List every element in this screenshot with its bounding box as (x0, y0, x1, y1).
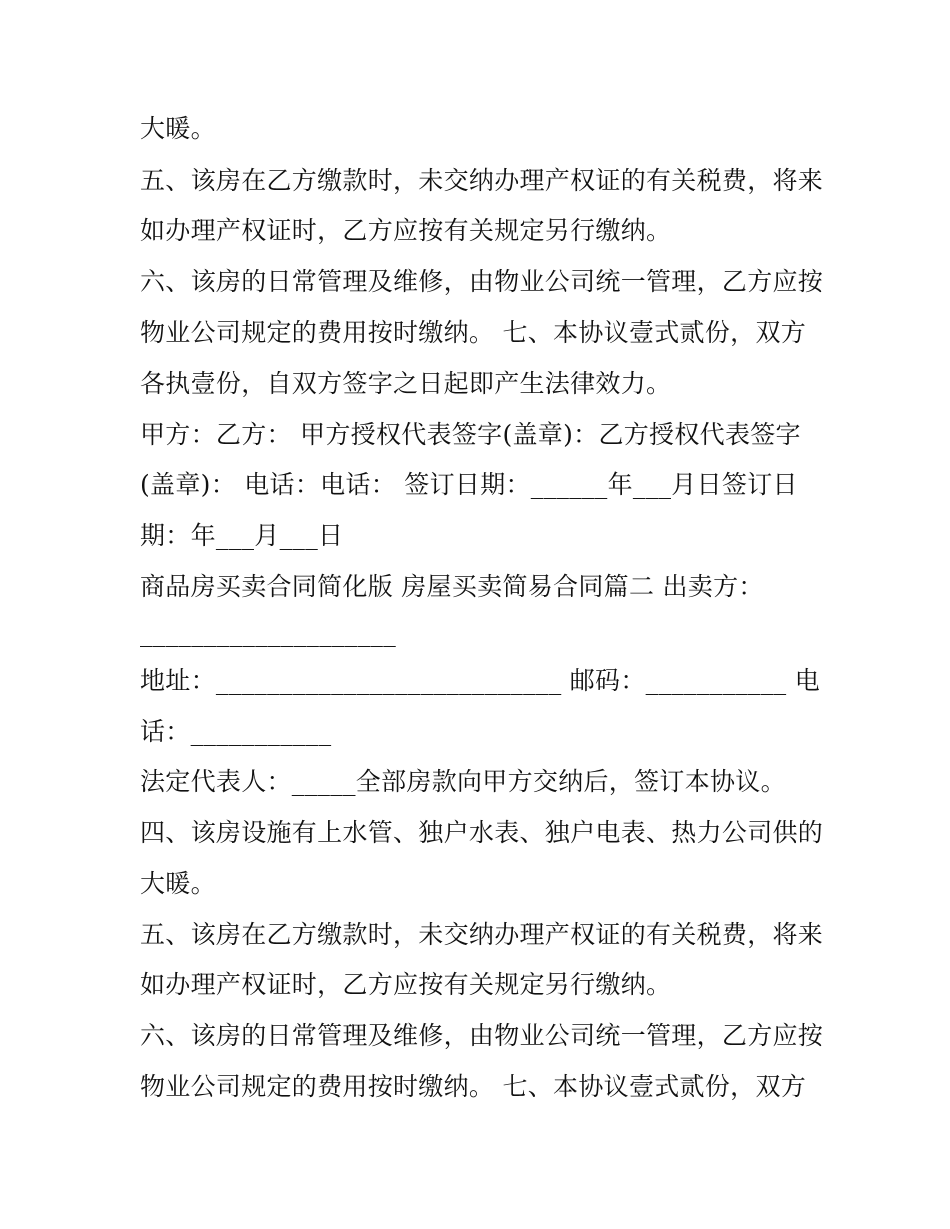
text-line: 商品房买卖合同简化版 房屋买卖简易合同篇二 出卖方： (140, 572, 764, 601)
text-line: 六、该房的日常管理及维修，由物业公司统一管理，乙方应按 (140, 1021, 824, 1050)
text-line: 话：___________ (140, 717, 332, 746)
text-line: (盖章)： 电话：电话： 签订日期：______年___月日签订日 (140, 470, 798, 499)
text-line: 大暖。 (140, 114, 216, 143)
text-line: 物业公司规定的费用按时缴纳。 七、本协议壹式贰份，双方 (140, 318, 807, 347)
text-line: 五、该房在乙方缴款时，未交纳办理产权证的有关税费，将来 (140, 166, 824, 195)
text-line: 如办理产权证时，乙方应按有关规定另行缴纳。 (140, 970, 672, 999)
text-line: ____________________ (140, 618, 396, 647)
text-line: 大暖。 (140, 869, 216, 898)
text-line: 甲方：乙方： 甲方授权代表签字(盖章)：乙方授权代表签字 (140, 420, 801, 449)
text-line: 地址：___________________________ 邮码：___________ 电 (140, 666, 820, 695)
text-line: 各执壹份，自双方签字之日起即产生法律效力。 (140, 369, 672, 398)
text-line: 四、该房设施有上水管、独户水表、独户电表、热力公司供的 (140, 818, 824, 847)
text-line: 法定代表人：_____全部房款向甲方交纳后，签订本协议。 (140, 767, 786, 796)
text-line: 五、该房在乙方缴款时，未交纳办理产权证的有关税费，将来 (140, 920, 824, 949)
text-line: 如办理产权证时，乙方应按有关规定另行缴纳。 (140, 216, 672, 245)
text-line: 物业公司规定的费用按时缴纳。 七、本协议壹式贰份，双方 (140, 1072, 807, 1101)
text-line: 期：年___月___日 (140, 521, 344, 550)
text-line: 六、该房的日常管理及维修，由物业公司统一管理，乙方应按 (140, 267, 824, 296)
